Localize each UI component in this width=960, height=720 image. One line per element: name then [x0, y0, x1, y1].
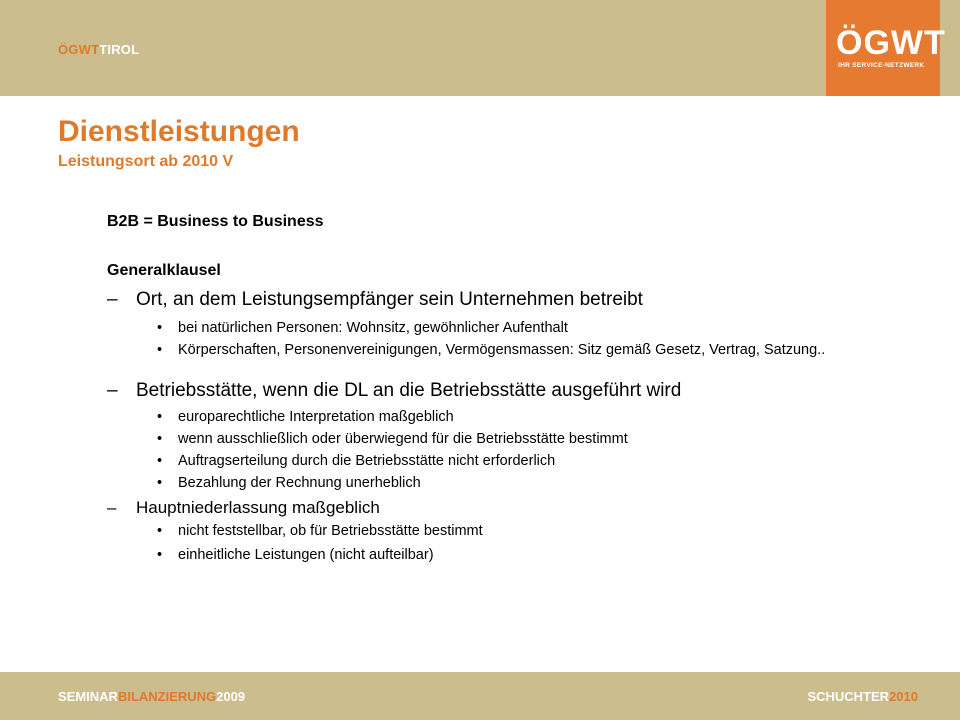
- list-item: [107, 380, 681, 402]
- bullet-item: [157, 453, 877, 469]
- footer-right-part2: 2010: [889, 689, 918, 704]
- bullet-item: [157, 523, 877, 539]
- footer-author: [807, 689, 918, 704]
- bullet-text: Bezahlung der Rechnung unerheblich: [178, 475, 421, 491]
- bullet-icon: •: [157, 547, 163, 563]
- brand-part1: ÖGWT: [58, 42, 100, 57]
- footer-left-part2: BILANZIERUNG: [117, 689, 217, 704]
- bullet-icon: •: [157, 523, 163, 539]
- bullet-item: [157, 342, 877, 358]
- bullet-text: Körperschaften, Personenvereinigungen, Vermögensmassen: Sitz gemäß Gesetz, Vertrag, Satzung..: [178, 342, 826, 358]
- dash-marker: –: [107, 380, 118, 401]
- footer-seminar: [58, 689, 245, 704]
- bullet-icon: •: [157, 453, 163, 469]
- bullet-icon: •: [157, 475, 163, 491]
- bullet-item: [157, 409, 877, 425]
- heading-b2b: B2B = Business to Business: [107, 213, 324, 230]
- bullet-icon: •: [157, 409, 163, 425]
- bullet-text: nicht feststellbar, ob für Betriebsstätte bestimmt: [178, 523, 483, 539]
- slide-subtitle: Leistungsort ab 2010 V: [58, 153, 234, 170]
- bullet-item: [157, 475, 877, 491]
- brand-part2: TIROL: [99, 42, 140, 57]
- bullet-icon: •: [157, 431, 163, 447]
- footer-left-part3: 2009: [216, 689, 246, 704]
- bullet-text: wenn ausschließlich oder überwiegend für die Betriebsstätte bestimmt: [178, 431, 628, 447]
- bullet-text: einheitliche Leistungen (nicht aufteilbar): [178, 547, 434, 563]
- list-item: [107, 289, 643, 311]
- footer-left-part1: SEMINAR: [58, 689, 118, 704]
- list-item-text: Betriebsstätte, wenn die DL an die Betriebsstätte ausgeführt wird: [136, 380, 682, 401]
- logo: [826, 0, 946, 96]
- header-bar: [0, 0, 960, 96]
- footer-bar: [0, 672, 960, 720]
- logo-text: ÖGWT: [836, 24, 946, 62]
- bullet-item: [157, 547, 877, 563]
- bullet-text: europarechtliche Interpretation maßgeblich: [178, 409, 454, 425]
- list-item-text: Ort, an dem Leistungsempfänger sein Unternehmen betreibt: [136, 289, 643, 310]
- brand-text: [58, 42, 139, 57]
- bullet-icon: •: [157, 342, 163, 358]
- bullet-item: [157, 431, 877, 447]
- logo-subtext: IHR SERVICE-NETZWERK: [838, 62, 925, 69]
- footer-right-part1: SCHUCHTER: [807, 689, 890, 704]
- bullet-text: Auftragserteilung durch die Betriebsstätte nicht erforderlich: [178, 453, 556, 469]
- list-item-text: Hauptniederlassung maßgeblich: [136, 498, 380, 517]
- list-item: [107, 498, 380, 518]
- bullet-text: bei natürlichen Personen: Wohnsitz, gewöhnlicher Aufenthalt: [178, 320, 568, 336]
- dash-marker: –: [107, 289, 118, 310]
- bullet-item: [157, 320, 877, 336]
- slide-title: Dienstleistungen: [58, 115, 300, 148]
- heading-generalklausel: Generalklausel: [107, 262, 221, 279]
- bullet-icon: •: [157, 320, 163, 336]
- dash-marker: –: [107, 498, 117, 517]
